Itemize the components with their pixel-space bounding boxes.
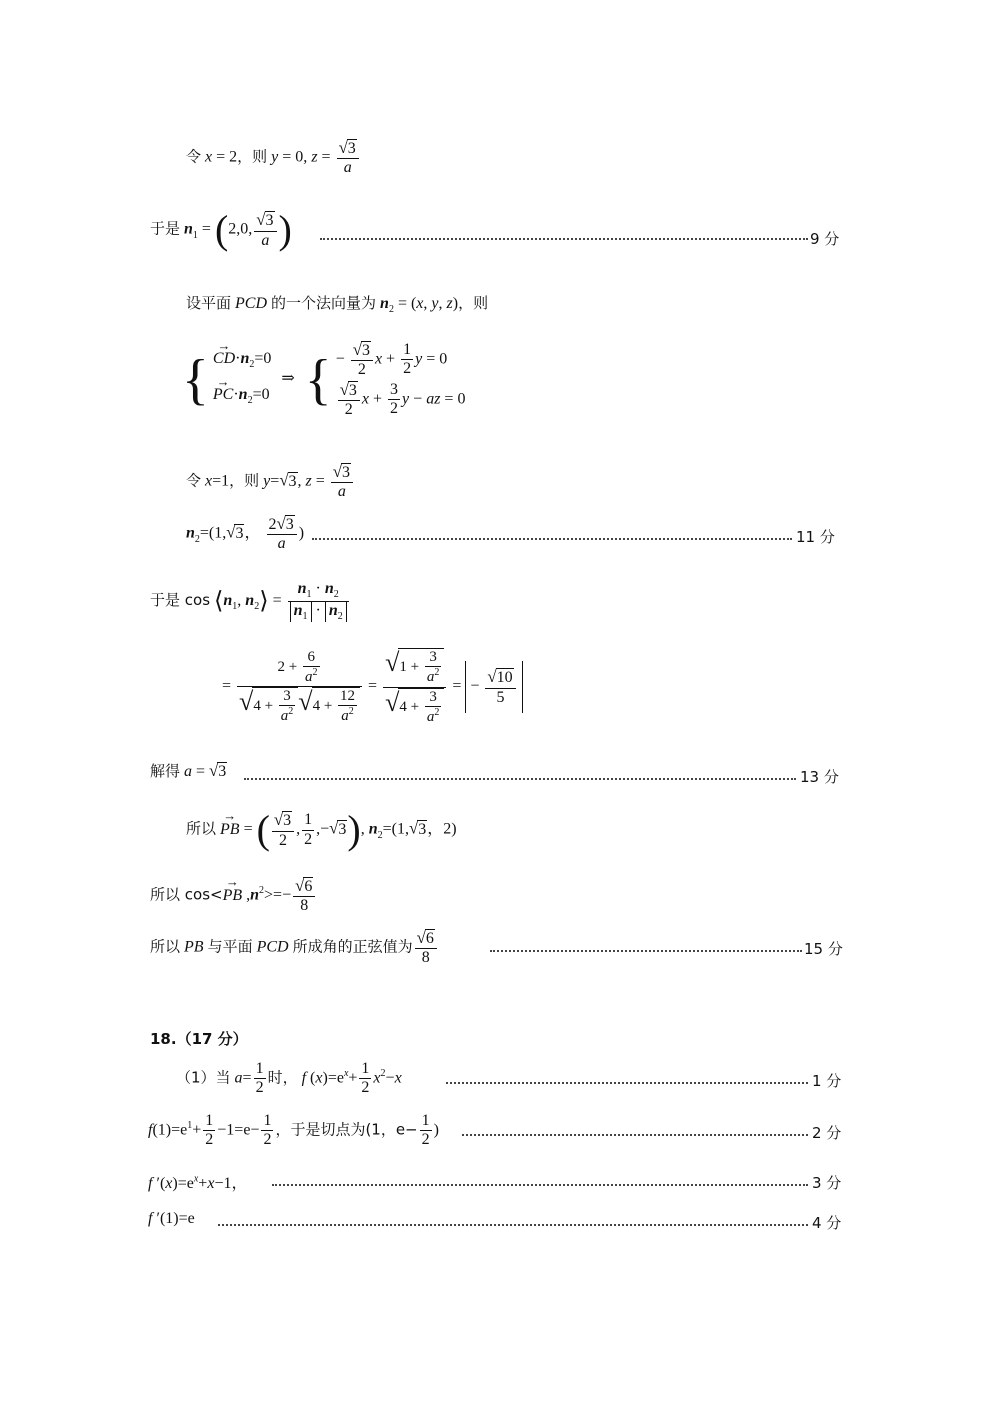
leader-dots <box>272 1184 808 1186</box>
text-suoyi: 所以 <box>186 819 217 838</box>
text-sine-value: 所成角的正弦值为 <box>292 937 413 956</box>
line-solve-a: 解得 a = √3 <box>150 761 227 780</box>
text-then-2: ，则 <box>458 294 489 312</box>
leader-dots <box>312 538 792 540</box>
leader-dots <box>462 1134 808 1136</box>
text-dang: （1）当 <box>176 1068 231 1087</box>
q18-line3: f $'(x)=e^x+x-1$， <box>148 1173 248 1192</box>
q18-line4: f ′(1)=e <box>148 1210 195 1227</box>
q18-line1: （1）当 a= $\frac{1}{2}$ 时， f $(x)=e^x+$ $\frac{1}{2}$ $x^2-x$ <box>176 1060 402 1097</box>
leader-dots <box>320 238 808 240</box>
score-11: 11 分 <box>796 528 835 546</box>
text-tangent-point: ，于是切点为(1，e− <box>275 1120 418 1139</box>
line-n1: 于是 $n_1 = (2,0$, $\frac{√3}{a}$ ) <box>150 207 292 252</box>
score-13: 13 分 <box>800 768 839 786</box>
leader-dots <box>446 1082 808 1084</box>
line-set-x1: 令 x=1，则 y=√3, z = $\frac{√3}{a}$ <box>186 462 355 502</box>
score-9: 9 分 <box>810 230 840 248</box>
text-yu-plane: 与平面 <box>207 937 253 956</box>
line-cos-pb: 所以 cos<→ PB $,n^2>=-$ $\frac{√6}{8}$ <box>150 876 317 916</box>
line-pb: PB <box>184 938 204 956</box>
text-then: ，则 <box>237 147 268 166</box>
q18-line2: $f(1)=e^1+$ $\frac{1}{2}$ −1=e− $\frac{1}{2}$ ，于是切点为(1，e− $\frac{1}{2}$ ) <box>148 1112 439 1149</box>
line-cos-formula: 于是 $\cos ⟨n_1$, $n_2⟩$ = $\frac{n_1 \cdot n_2}{n_1 \cdot n_2}$ <box>150 580 351 622</box>
text-set-plane: 设平面 <box>186 294 232 312</box>
text-suoyi-2: 所以 <box>150 937 181 956</box>
text-cos: 于是 cos <box>150 590 211 609</box>
line-n2-result: $n_2=(1,√3$， $\frac{2√3}{a}$ ) <box>186 514 305 553</box>
score-1: 1 分 <box>812 1072 842 1090</box>
plane-pcd: PCD <box>256 938 289 956</box>
text-shi: 时， <box>267 1068 298 1087</box>
text-ling: 令 <box>186 147 202 166</box>
line-cos-compute: = 2 + $\frac{6}{a^2}$ √4 + $\frac{3}{a^2}$ √4 + $\frac{12}{a^2}$ = √1 + $\frac{3}{a^2}$ √4 + $\frac{3}{a^2}$ = − $\frac{√10}{5}$ <box>222 648 523 726</box>
leader-dots <box>218 1224 808 1226</box>
score-3: 3 分 <box>812 1174 842 1192</box>
line-sine-value: 所以 PB 与平面 PCD 所成角的正弦值为 $\frac{√6}{8}$ <box>150 928 439 968</box>
text-yushi: 于是 <box>150 219 181 238</box>
score-2: 2 分 <box>812 1124 842 1142</box>
equation-system: { → $CD\cdot n_2=0$ → $PC\cdot n_2=0$ ⇒ { − $\frac{√3}{2}$ x + $\frac{1}{2}$ y = 0 $\frac{√3}{2}$ x + $\frac{3}{2}$ y − az = 0 <box>182 340 465 420</box>
text-jiede: 解得 <box>150 762 181 780</box>
text-suoyi-cos: 所以 cos< <box>150 885 223 904</box>
text-ling-2: 令 <box>186 471 202 490</box>
line-pb-vector: 所以 → PB = ( $\frac{√3}{2}$ , $\frac{1}{2}$ ,−√3), $n_2=(1,√3$，2) <box>186 810 457 850</box>
line-set-x2: 令 x = 2，则 y = 0, z = $\frac{√3}{a}$ <box>186 138 361 178</box>
leader-dots <box>244 778 796 780</box>
plane-name: PCD <box>235 295 268 312</box>
score-15: 15 分 <box>804 940 843 958</box>
score-4: 4 分 <box>812 1214 842 1232</box>
leader-dots <box>490 950 802 952</box>
text-normal-vector: 的一个法向量为 <box>271 294 377 312</box>
q18-heading: 18.（17 分） <box>150 1030 248 1048</box>
text-then-3: ，则 <box>229 471 260 490</box>
line-normal-pcd: 设平面 PCD 的一个法向量为 $n_2 = (x$, y, z)，则 <box>186 294 489 316</box>
